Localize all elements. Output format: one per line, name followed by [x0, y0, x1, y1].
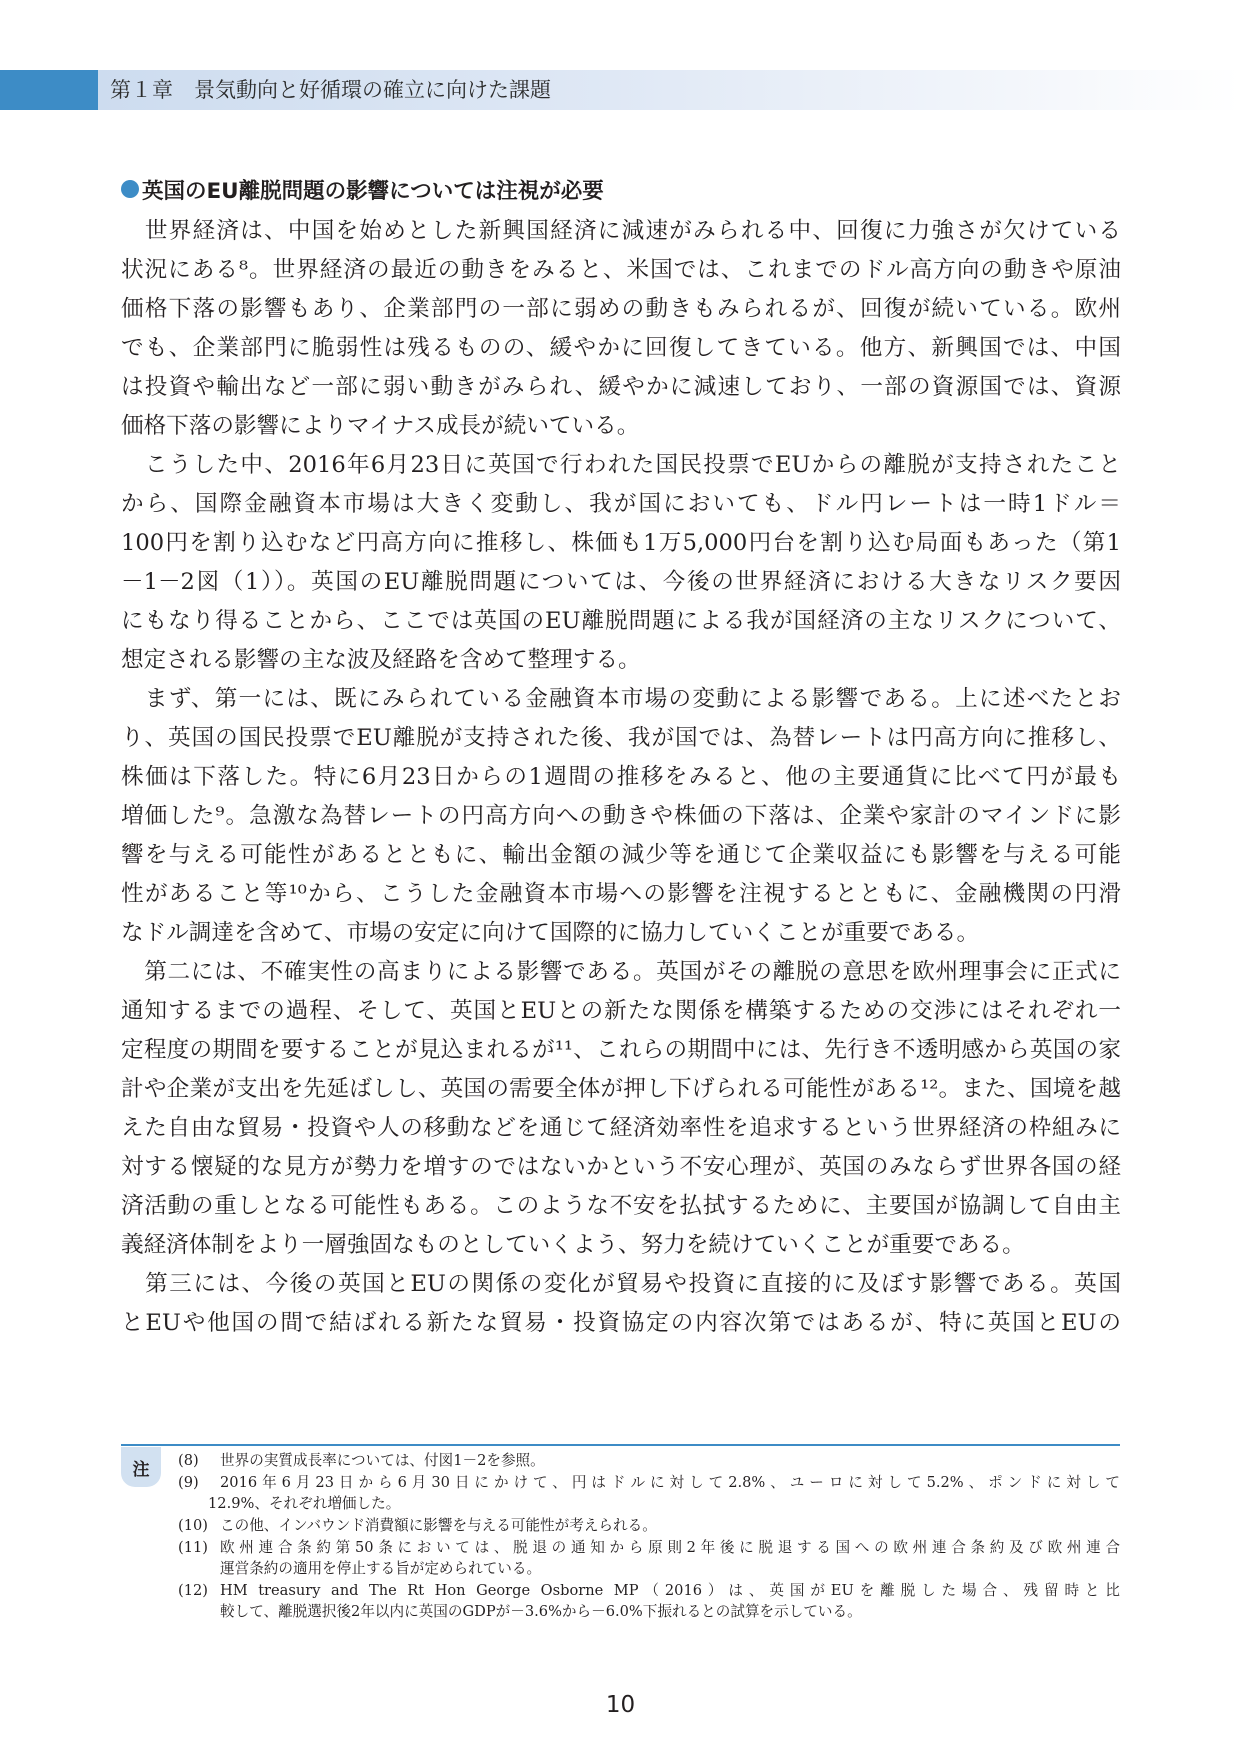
body-line: 100円を割り込むなど円高方向に推移し、株価も1万5,000円台を割り込む局面もあった（第1 [121, 530, 1121, 556]
body-line: こうした中、2016年6月23日に英国で行われた国民投票でEUからの離脱が支持されたこと [121, 452, 1121, 478]
footnote-text: 世界の実質成長率については、付図1－2を参照。 [220, 1452, 545, 1469]
body-line: とEUや他国の間で結ばれる新たな貿易・投資協定の内容次第ではあるが、特に英国とEUの [121, 1310, 1121, 1336]
body-line: 世界経済は、中国を始めとした新興国経済に減速がみられる中、回復に力強さが欠けている [121, 218, 1121, 244]
footnote-text: 欧州連合条約第50条においては、脱退の通知から原則2年後に脱退する国への欧州連合条約及び欧州連合 [220, 1539, 1120, 1556]
body-line: 対する懐疑的な見方が勢力を増すのではないかという不安心理が、英国のみならず世界各国の経 [121, 1154, 1121, 1180]
body-line: 響を与える可能性があるとともに、輸出金額の減少等を通じて企業収益にも影響を与える可能 [121, 842, 1121, 868]
body-line: り、英国の国民投票でEU離脱が支持された後、我が国では、為替レートは円高方向に推移し、 [121, 725, 1121, 751]
footnote-item [178, 1516, 1120, 1536]
footnote-number: (12) [178, 1582, 208, 1599]
body-line: は投資や輸出など一部に弱い動きがみられ、緩やかに減速しており、一部の資源国では、資源 [121, 374, 1121, 400]
page-number: 10 [605, 1692, 636, 1718]
body-line: 計や企業が支出を先延ばしし、英国の需要全体が押し下げられる可能性がある¹²。また、国境を越 [121, 1076, 1121, 1102]
section-heading-text: 英国のEU離脱問題の影響については注視が必要 [142, 178, 604, 204]
body-line: 定程度の期間を要することが見込まれるが¹¹、これらの期間中には、先行き不透明感から英国の家 [121, 1037, 1121, 1063]
body-line: 第二には、不確実性の高まりによる影響である。英国がその離脱の意思を欧州理事会に正式に [121, 959, 1121, 985]
body-line: 価格下落の影響もあり、企業部門の一部に弱めの動きもみられるが、回復が続いている。欧州 [121, 296, 1121, 322]
body-line: －1－2図（1））。英国のEU離脱問題については、今後の世界経済における大きなリスク要因 [121, 569, 1121, 595]
body-line: 状況にある⁸。世界経済の最近の動きをみると、米国では、これまでのドル高方向の動きや原油 [121, 257, 1121, 283]
section-heading [121, 172, 604, 206]
body-line: 株価は下落した。特に6月23日からの1週間の推移をみると、他の主要通貨に比べて円が最も [121, 764, 1121, 790]
footnote-text: この他、インバウンド消費額に影響を与える可能性が考えられる。 [220, 1517, 657, 1534]
footnote-number: (11) [178, 1539, 208, 1556]
footnote-item [178, 1538, 1120, 1558]
footnote-item [178, 1451, 1120, 1471]
body-line: 性があること等¹⁰から、こうした金融資本市場への影響を注視するとともに、金融機関の円滑 [121, 881, 1121, 907]
header-accent-block [0, 70, 98, 110]
footnote-item [178, 1473, 1120, 1493]
bullet-dot-icon [121, 180, 139, 198]
body-line: 増価した⁹。急激な為替レートの円高方向への動きや株価の下落は、企業や家計のマインドに影 [121, 803, 1121, 829]
body-line: 通知するまでの過程、そして、英国とEUとの新たな関係を構築するための交渉にはそれぞれ一 [121, 998, 1121, 1024]
footnote-number: (10) [178, 1517, 208, 1534]
footnote-continuation: 12.9%、それぞれ増価した。 [208, 1495, 401, 1512]
footnote-continuation: 較して、離脱選択後2年以内に英国のGDPが－3.6%から－6.0%下振れるとの試算を示している。 [220, 1603, 862, 1620]
footnote-number: (8) [178, 1452, 199, 1469]
chapter-header-bar [0, 70, 1241, 110]
chapter-title: 第１章 景気動向と好循環の確立に向けた課題 [110, 78, 551, 102]
body-line: にもなり得ることから、ここでは英国のEU離脱問題による我が国経済の主なリスクについて、 [121, 608, 1121, 634]
body-line: でも、企業部門に脆弱性は残るものの、緩やかに回復してきている。他方、新興国では、中国 [121, 335, 1121, 361]
body-line: 価格下落の影響によりマイナス成長が続いている。 [121, 413, 640, 439]
body-line: 義経済体制をより一層強固なものとしていくよう、努力を続けていくことが重要である。 [121, 1232, 1025, 1258]
body-line: 想定される影響の主な波及経路を含めて整理する。 [121, 647, 641, 673]
footnote-divider [121, 1444, 1120, 1446]
footnote-item [178, 1581, 1120, 1601]
note-badge: 注 [121, 1447, 161, 1487]
footnote-text: HM treasury and The Rt Hon George Osborne MP（2016）は、英国がEUを離脱した場合、残留時と比 [220, 1582, 1120, 1599]
body-line: なドル調達を含めて、市場の安定に向けて国際的に協力していくことが重要である。 [121, 920, 980, 946]
footnote-number: (9) [178, 1474, 199, 1491]
body-line: から、国際金融資本市場は大きく変動し、我が国においても、ドル円レートは一時1ドル＝ [121, 491, 1121, 517]
body-line: 済活動の重しとなる可能性もある。このような不安を払拭するために、主要国が協調して自由主 [121, 1193, 1121, 1219]
footnote-continuation: 運営条約の適用を停止する旨が定められている。 [220, 1560, 542, 1577]
body-line: まず、第一には、既にみられている金融資本市場の変動による影響である。上に述べたとお [121, 686, 1121, 712]
footnote-text: 2016年6月23日から6月30日にかけて、円はドルに対して2.8%、ユーロに対して5.2%、ポンドに対して [220, 1474, 1120, 1491]
body-line: 第三には、今後の英国とEUの関係の変化が貿易や投資に直接的に及ぼす影響である。英国 [121, 1271, 1121, 1297]
body-line: えた自由な貿易・投資や人の移動などを通じて経済効率性を追求するという世界経済の枠組みに [121, 1115, 1121, 1141]
